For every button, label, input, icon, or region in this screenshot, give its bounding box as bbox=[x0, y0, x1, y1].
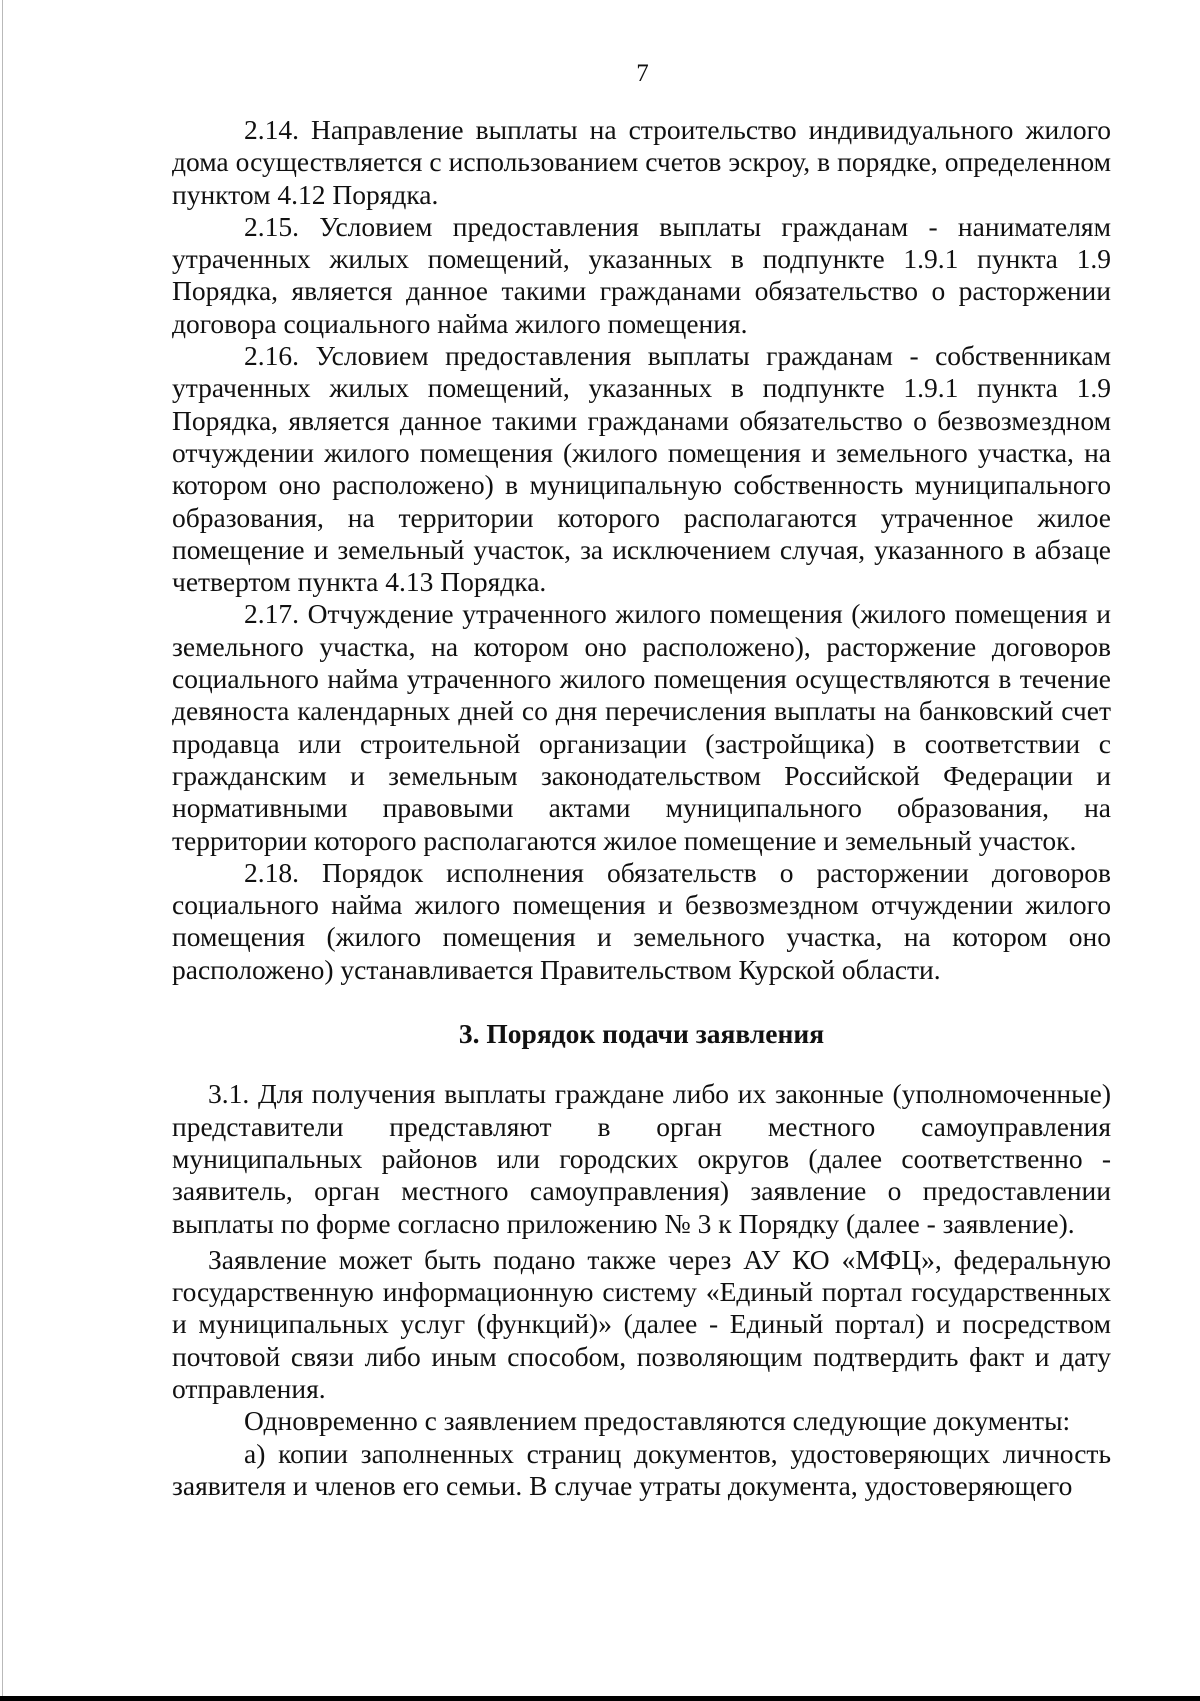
section-3-heading: 3. Порядок подачи заявления bbox=[458, 1018, 825, 1050]
paragraph-2-15: 2.15. Условием предоставления выплаты гражданам - нанимателям утраченных жилых помещений, указанных в подпункте 1.9.1 пункта 1.9 Порядка, является данное такими гражданами обязательство о расторжении договора социального найма жилого помещения. bbox=[172, 210, 1111, 339]
paragraph-item-a: а) копии заполненных страниц документов, удостоверяющих личность заявителя и членов его семьи. В случае утраты документа, удостоверяющего bbox=[172, 1437, 1111, 1501]
paragraph-application-channels: Заявление может быть подано также через АУ КО «МФЦ», федеральную государственную информационную систему «Единый портал государственных и муниципальных услуг (функций)» (далее - Единый портал) и посредством почтовой связи либо иным способом, позволяющим подтвердить факт и дату отправления. bbox=[172, 1243, 1111, 1404]
paragraph-2-18: 2.18. Порядок исполнения обязательств о расторжении договоров социального найма жилого помещения и безвозмездном отчуждении жилого помещения (жилого помещения и земельного участка, на котором оно расположено) устанавливается Правительством Курской области. bbox=[172, 856, 1111, 985]
paragraph-3-1: 3.1. Для получения выплаты граждане либо их законные (уполномоченные) представители представляют в орган местного самоуправления муниципальных районов или городских округов (далее соответственно - заявитель, орган местного самоуправления) заявление о предоставлении выплаты по форме согласно приложению № 3 к Порядку (далее - заявление). bbox=[172, 1078, 1111, 1239]
scan-left-edge bbox=[2, 0, 3, 1701]
paragraph-documents-intro: Одновременно с заявлением предоставляются следующие документы: bbox=[244, 1405, 1071, 1437]
document-body bbox=[172, 114, 1111, 1502]
scan-bottom-edge bbox=[0, 1696, 1200, 1701]
paragraph-2-16: 2.16. Условием предоставления выплаты гражданам - собственникам утраченных жилых помещений, указанных в подпункте 1.9.1 пункта 1.9 Порядка, является данное такими гражданами обязательство о безвозмездном отчуждении жилого помещения (жилого помещения и земельного участка, на котором оно расположено) в муниципальную собственность муниципального образования, на территории которого располагаются утраченное жилое помещение и земельный участок, за исключением случая, указанного в абзаце четвертом пункта 4.13 Порядка. bbox=[172, 340, 1111, 598]
paragraph-2-17: 2.17. Отчуждение утраченного жилого помещения (жилого помещения и земельного участка, на котором оно расположено), расторжение договоров социального найма утраченного жилого помещения осуществляются в течение девяноста календарных дней со дня перечисления выплаты на банковский счет продавца или строительной организации (застройщика) в соответствии с гражданским и земельным законодательством Российской Федерации и нормативными правовыми актами муниципального образования, на территории которого располагаются жилое помещение и земельный участок. bbox=[172, 598, 1111, 856]
paragraph-2-14: 2.14. Направление выплаты на строительство индивидуального жилого дома осуществляется с использованием счетов эскроу, в порядке, определенном пунктом 4.12 Порядка. bbox=[172, 114, 1111, 210]
page-number: 7 bbox=[636, 60, 649, 87]
